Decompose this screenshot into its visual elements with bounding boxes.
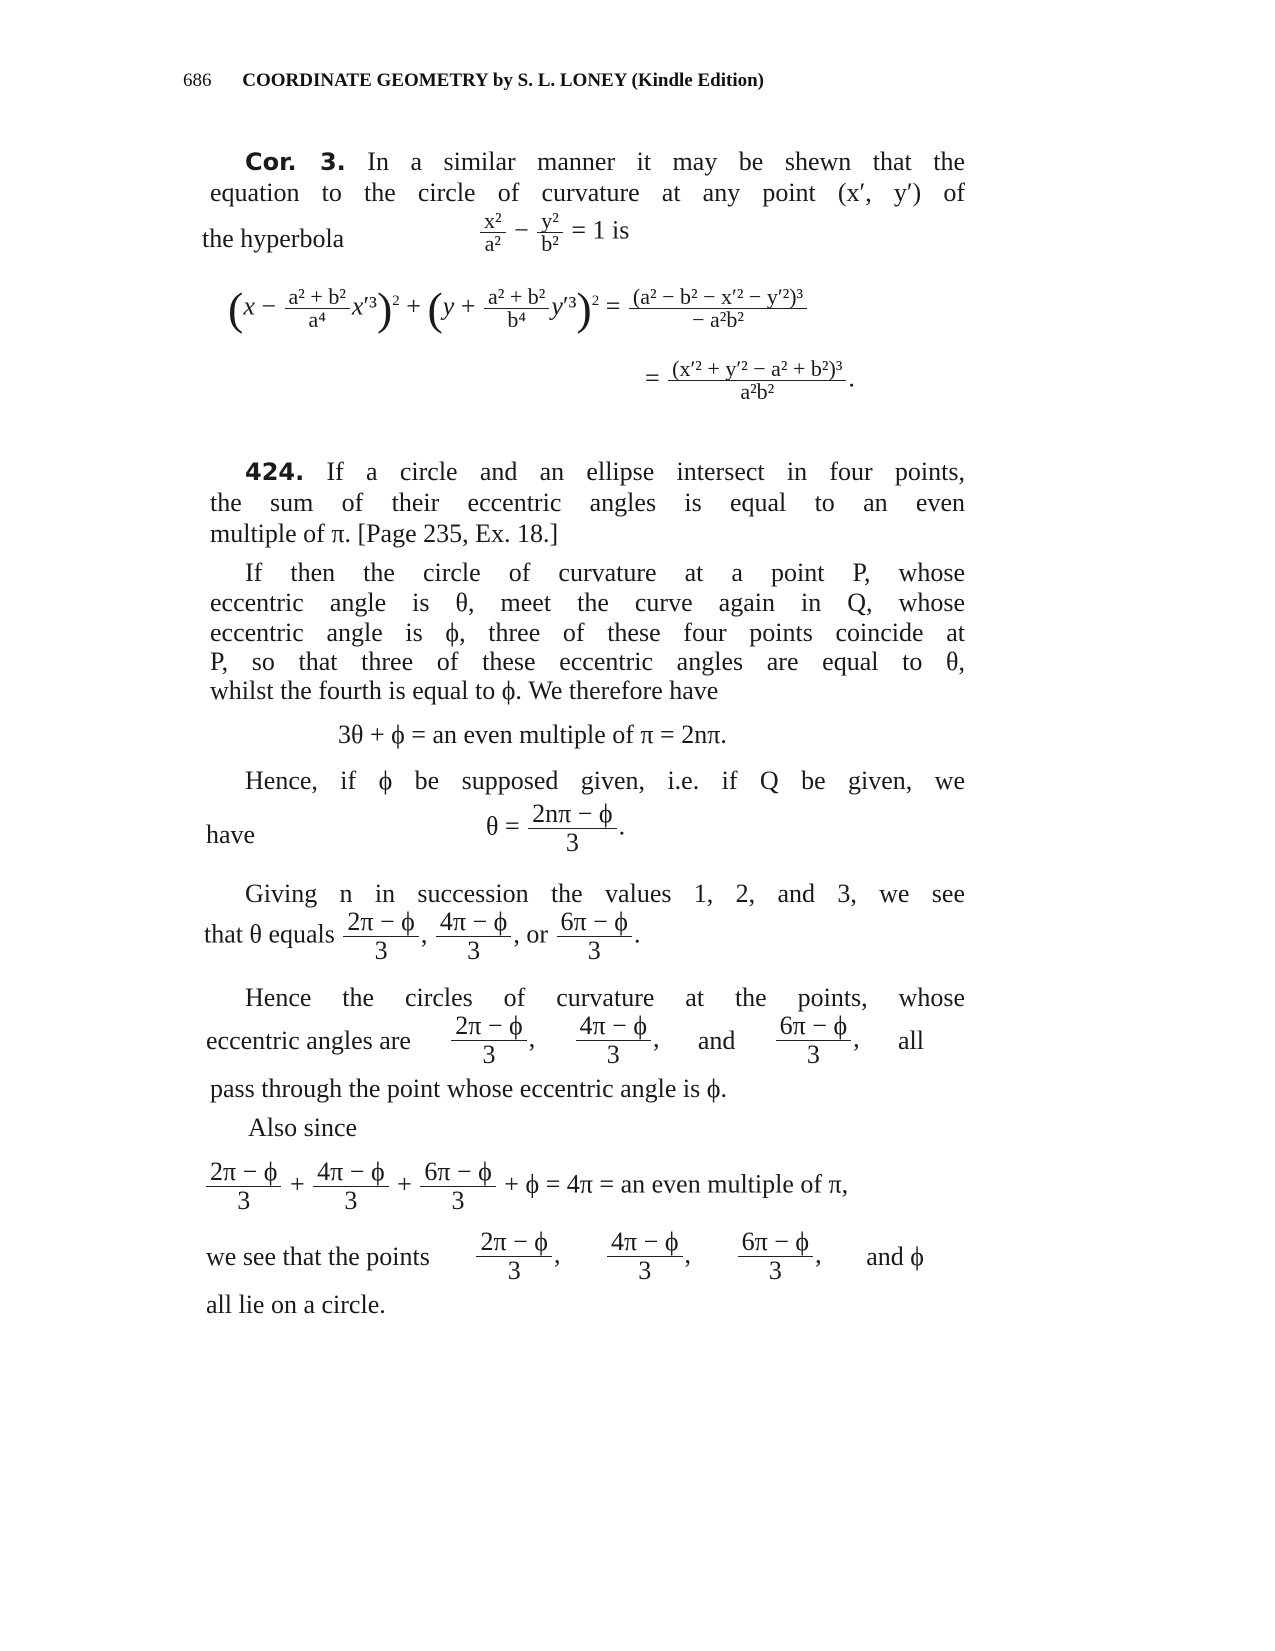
section-number: 424. xyxy=(245,458,305,486)
cor3-line2: equation to the circle of curvature at any point (x′, y′) of xyxy=(210,178,965,207)
p2-line3: eccentric angle is ϕ, three of these four points coincide at xyxy=(210,618,965,647)
eccentric-sum-equation: 3θ + ϕ = an even multiple of π = 2nπ. xyxy=(338,720,727,749)
curvature-equation-alt: = $\frac{\text{(x′² + y′² − a² + b²)³}}{\text{a²b²}}$ . xyxy=(645,356,855,404)
page-number: 686 xyxy=(183,70,212,91)
p7-line2: all lie on a circle. xyxy=(206,1290,386,1319)
p5-line1: Hence the circles of curvature at the points, whose xyxy=(245,983,965,1012)
sec424-line3: multiple of π. [Page 235, Ex. 18.] xyxy=(210,519,559,548)
curvature-equation: (x − $\frac{\text{a² + b²}}{\text{a⁴}}$ x′³)$^2$ + (y + $\frac{\text{a² + b²}}{\text{b⁴}}$ y′³)$^2$ = $\frac{\text{(a² − b² − x′² − y′²)³}}{\text{− a²b²}}$ xyxy=(228,282,809,335)
theta-values: that θ equals $\frac{2\pi - \phi}{3}$ , $\frac{4\pi - \phi}{3}$ , or $\frac{6\pi - \phi}{3}$ . xyxy=(204,907,641,965)
cor3-line1: Cor. 3. In a similar manner it may be shewn that the xyxy=(245,147,966,176)
p2-line5: whilst the fourth is equal to ϕ. We therefore have xyxy=(210,676,719,705)
p7-line1: we see that the points $\frac{2\pi - \phi}{3}$ , $\frac{4\pi - \phi}{3}$ , $\frac{6\pi - \phi}{3}$ , and ϕ xyxy=(206,1227,924,1285)
theta-equation: θ = $\frac{2n\pi - \phi}{3}$ . xyxy=(486,799,626,857)
p4-line1: Giving n in succession the values 1, 2, and 3, we see xyxy=(245,879,965,908)
p2-line1: If then the circle of curvature at a point P, whose xyxy=(245,558,965,587)
p5-line3: pass through the point whose eccentric angle is ϕ. xyxy=(210,1074,727,1103)
page-header xyxy=(183,70,764,92)
p2-line2: eccentric angle is θ, meet the curve again in Q, whose xyxy=(210,588,965,617)
book-title: COORDINATE GEOMETRY by S. L. LONEY (Kindle Edition) xyxy=(242,70,764,91)
p5-line2: eccentric angles are $\frac{2\pi - \phi}{3}$ , $\frac{4\pi - \phi}{3}$ , and $\frac{6\pi - \phi}{3}$ , all xyxy=(206,1011,924,1069)
p3-line2: have xyxy=(206,820,256,849)
sec424-line2: the sum of their eccentric angles is equal to an even xyxy=(210,488,965,517)
cor3-label: Cor. 3. xyxy=(245,148,346,176)
cor3-line3: the hyperbola xyxy=(202,224,345,253)
hyperbola-equation: $\frac{\text{x²}}{\text{a²}}$ − $\frac{\text{y²}}{\text{b²}}$ = 1 is xyxy=(478,210,629,255)
p3-line1: Hence, if ϕ be supposed given, i.e. if Q be given, we xyxy=(245,766,965,795)
sum-equation: $\frac{2\pi - \phi}{3}$ + $\frac{4\pi - \phi}{3}$ + $\frac{6\pi - \phi}{3}$ + ϕ = 4π = an even multiple of π, xyxy=(204,1158,848,1215)
p6: Also since xyxy=(248,1113,358,1142)
sec424-line1: 424. If a circle and an ellipse intersect in four points, xyxy=(245,457,965,486)
p2-line4: P, so that three of these eccentric angles are equal to θ, xyxy=(210,647,965,676)
